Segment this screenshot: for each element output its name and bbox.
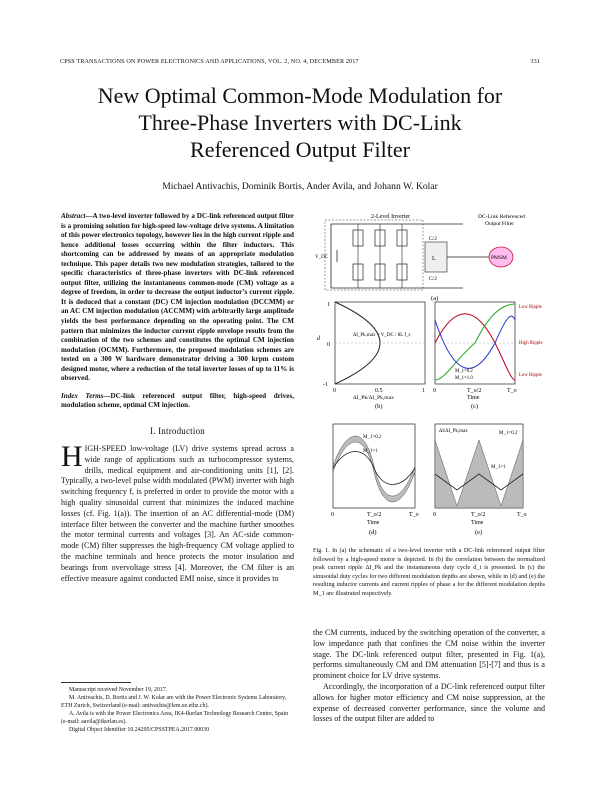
right-paragraph-1: the CM currents, induced by the switching operation of the converter, a low impedance path that confines the CM noise within the inverter stage. The DC-link referenced output filter, presented in Fig. 1(a), performs simultaneously CM and DM attenuation [5]-[7] and thus is a prominent choice for LV drive systems.: [313, 628, 545, 681]
inverter-box: [325, 220, 423, 290]
switch-leg-c: [397, 224, 407, 288]
right-paragraph-2: Accordingly, the incorporation of a DC-link referenced output filter allows for higher motor efficiency and CM noise suppression, at the expense of decreased converter performance, since the volume and losses of the output filter are added to: [313, 681, 545, 724]
inductor-label: L: [432, 256, 436, 262]
figure-1b-plot: [313, 300, 433, 412]
figure-1d-label: (d): [369, 529, 377, 536]
d-tick-x-half: T_o/2: [367, 512, 382, 518]
filter-label-1: DC-Link Referenced: [478, 214, 526, 220]
vdc-label: V_DC: [315, 255, 329, 260]
footnote-affil-1: M. Antivachis, D. Bortis and J. W. Kolar are with the Power Electronic Systems Laboratory, ETH Zurich, Switzerland (e-mail: antivachis@lem.ee.ethz.ch).: [61, 695, 287, 710]
dropcap: H: [61, 439, 83, 473]
footnote-affil-2: A. Avila is with the Power Electronics Area, IK4-Ikerlan Technology Research Centre, Spain (e-mail: aavila@ikerlan.es).: [61, 711, 289, 726]
e-ylabel: ΔI/ΔI_Pk,max: [439, 429, 468, 434]
title-line-2: Three-Phase Inverters with DC-Link: [138, 110, 462, 135]
b-tick-y-0: 0: [327, 342, 330, 348]
inverter-label: 2-Level Inverter: [371, 214, 411, 220]
d-tick-x-0: 0: [331, 512, 334, 518]
e-xlabel: Time: [471, 520, 484, 526]
figure-1a-label: (a): [431, 295, 439, 302]
filter-label-2: Output Filter: [485, 221, 515, 227]
ripple-annotation: ΔI_Pk,max = V_DC / 8L f_s: [353, 333, 411, 338]
low-ripple-top: Low Ripple: [519, 305, 542, 310]
left-column: [61, 212, 294, 584]
c-xlabel: Time: [467, 395, 480, 401]
d-xlabel: Time: [367, 520, 380, 526]
b-tick-x-0: 0: [333, 388, 336, 394]
figure-1a-schematic: [313, 212, 545, 302]
e-m-high: M_1=1: [491, 465, 506, 470]
figure-1c-label: (c): [471, 403, 479, 410]
authors: Michael Antivachis, Dominik Bortis, Ander Avila, and Johann W. Kolar: [162, 181, 438, 192]
index-terms-text: —DC-link referenced output filter, high-speed drives, modulation scheme, optimal CM injection.: [61, 391, 294, 410]
e-tick-x-full: T_o: [517, 512, 527, 518]
low-ripple-bottom: Low Ripple: [519, 373, 542, 378]
b-xlabel: ΔI_Pk/ΔI_Pk,max: [353, 395, 394, 401]
right-column-body: [313, 628, 545, 725]
b-ylabel: d: [317, 336, 320, 342]
c-tick-x-half: T_o/2: [467, 388, 482, 394]
figure-1e-plot: [431, 420, 545, 538]
journal-header: CPSS TRANSACTIONS ON POWER ELECTRONICS AND APPLICATIONS, VOL. 2, NO. 4, DECEMBER 2017: [60, 58, 359, 65]
footnote-doi: Digital Object Identifier 10.24295/CPSSTPEA.2017.00030: [69, 727, 210, 734]
switch-leg-b: [375, 224, 385, 288]
pmsm-label: PMSM: [491, 255, 507, 261]
high-ripple: High Ripple: [519, 341, 543, 346]
paper-title: [40, 82, 560, 163]
d-m-high: M_1=1: [363, 449, 378, 454]
b-tick-y-1: 1: [327, 302, 330, 308]
figure-1e-label: (e): [475, 529, 483, 536]
filter-inductor-block: [425, 242, 447, 272]
title-line-1: New Optimal Common-Mode Modulation for: [97, 83, 503, 108]
index-terms: [61, 392, 294, 411]
figure-1b-label: (b): [375, 403, 383, 410]
c-legend-2: M_1=1.0: [455, 376, 473, 381]
cap-top-label: C/2: [429, 236, 437, 242]
e-tick-x-0: 0: [433, 512, 436, 518]
title-line-3: Referenced Output Filter: [190, 137, 410, 162]
intro-paragraph: [61, 439, 294, 584]
page-number: 331: [530, 58, 540, 65]
footnote-received: Manuscript received November 19, 2017.: [69, 687, 168, 693]
abstract-label: Abstract: [61, 212, 86, 220]
b-tick-x-05: 0.5: [375, 388, 383, 394]
figure-caption: Fig. 1. In (a) the schematic of a two-level inverter with a DC-link referenced output filter followed by a high-speed motor is depicted. In (b) the correlation between the normalized peak current ripple ΔI_Pk and the instantaneous duty cycle d_i is presented. In (c) the sinusoidal duty cycles for two different modulation depths are shown, while in (d) and (e) the resulting inductor currents and current ripples of phase a for the different modulation depths M_1 are illustrated respectively.: [313, 547, 545, 597]
index-terms-label: Index Terms: [61, 391, 104, 400]
cap-bottom-label: C/2: [429, 276, 437, 282]
c-tick-x-full: T_o: [507, 388, 517, 394]
switch-leg-a: [353, 224, 363, 288]
d-tick-x-full: T_o: [409, 512, 419, 518]
c-legend-1: M_1=0.2: [455, 369, 473, 374]
e-m-low: M_1=0.2: [499, 431, 518, 436]
intro-text: IGH-SPEED low-voltage (LV) drive systems spread across a wide range of applications such as turbocompressor systems, drills, medical equipment and air-conditioning units [1], [2]. Typically, a two-level pulse width modulated (PWM) inverter with high switching frequency f, is preferred in order to provide the motor with a high quality sinusoidal current that minimizes the induced machine losses (cf. Fig. 1(a)). The insertion of an AC differential-mode (DM) interface filter between the converter and the machine further smoothes the motor terminal currents and voltages [3]. An AC-side common-mode (CM) filter suppresses the high-frequency CM voltage applied to the machine terminals and hence protects the motor insulation and bearings from overvoltage stress [4]. Moreover, the CM filter is an effective measure against conducted EMI noise, since it provides to: [61, 443, 294, 583]
abstract: [61, 212, 294, 384]
c-tick-x-0: 0: [433, 388, 436, 394]
ripple-parabola: [335, 302, 380, 384]
footnote-rule: [61, 682, 131, 683]
d-m-low: M_1=0.2: [363, 435, 382, 440]
figure-1c-plot: [431, 300, 545, 412]
b-tick-x-1: 1: [422, 388, 425, 394]
figure-1d-plot: [313, 420, 431, 538]
e-tick-x-half: T_o/2: [471, 512, 486, 518]
footnotes: [61, 682, 294, 735]
abstract-text: —A two-level inverter followed by a DC-link referenced output filter is a promising solution for high-speed low-voltage drive systems. A limitation of this power electronics topology, however lies in the high current ripple and hence additional losses occurring within the filter inductors. This shortcoming can be addressed by means of an appropriate modulation technique. This paper details two new modulation strategies, tailored to the specific characteristics of three-phase inverters with DC-link referenced output filter, utilizing the instantaneous common-mode (CM) voltage as a degree of freedom, in order to decrease the output inductor’s current ripple. It is deduced that a constant (DC) CM injection modulation (DCCMM) or an AC CM injection modulation (ACCMM) with arbitrarily large amplitude yields the best performance depending on the operating point. The CM pattern that minimizes the inductor current ripple envelope results from the combination of the two schemes and constitutes the optimal CM injection modulation (OCMM). Furthermore, the proposed modulation schemes are tested on a 300 W hardware demonstrator driving a 300 krpm custom designed motor, where a reduction of the total inverter losses of up to 11% is observed.: [61, 212, 294, 383]
section-heading: I. Introduction: [150, 425, 205, 436]
b-tick-y-minus1: -1: [323, 382, 328, 388]
